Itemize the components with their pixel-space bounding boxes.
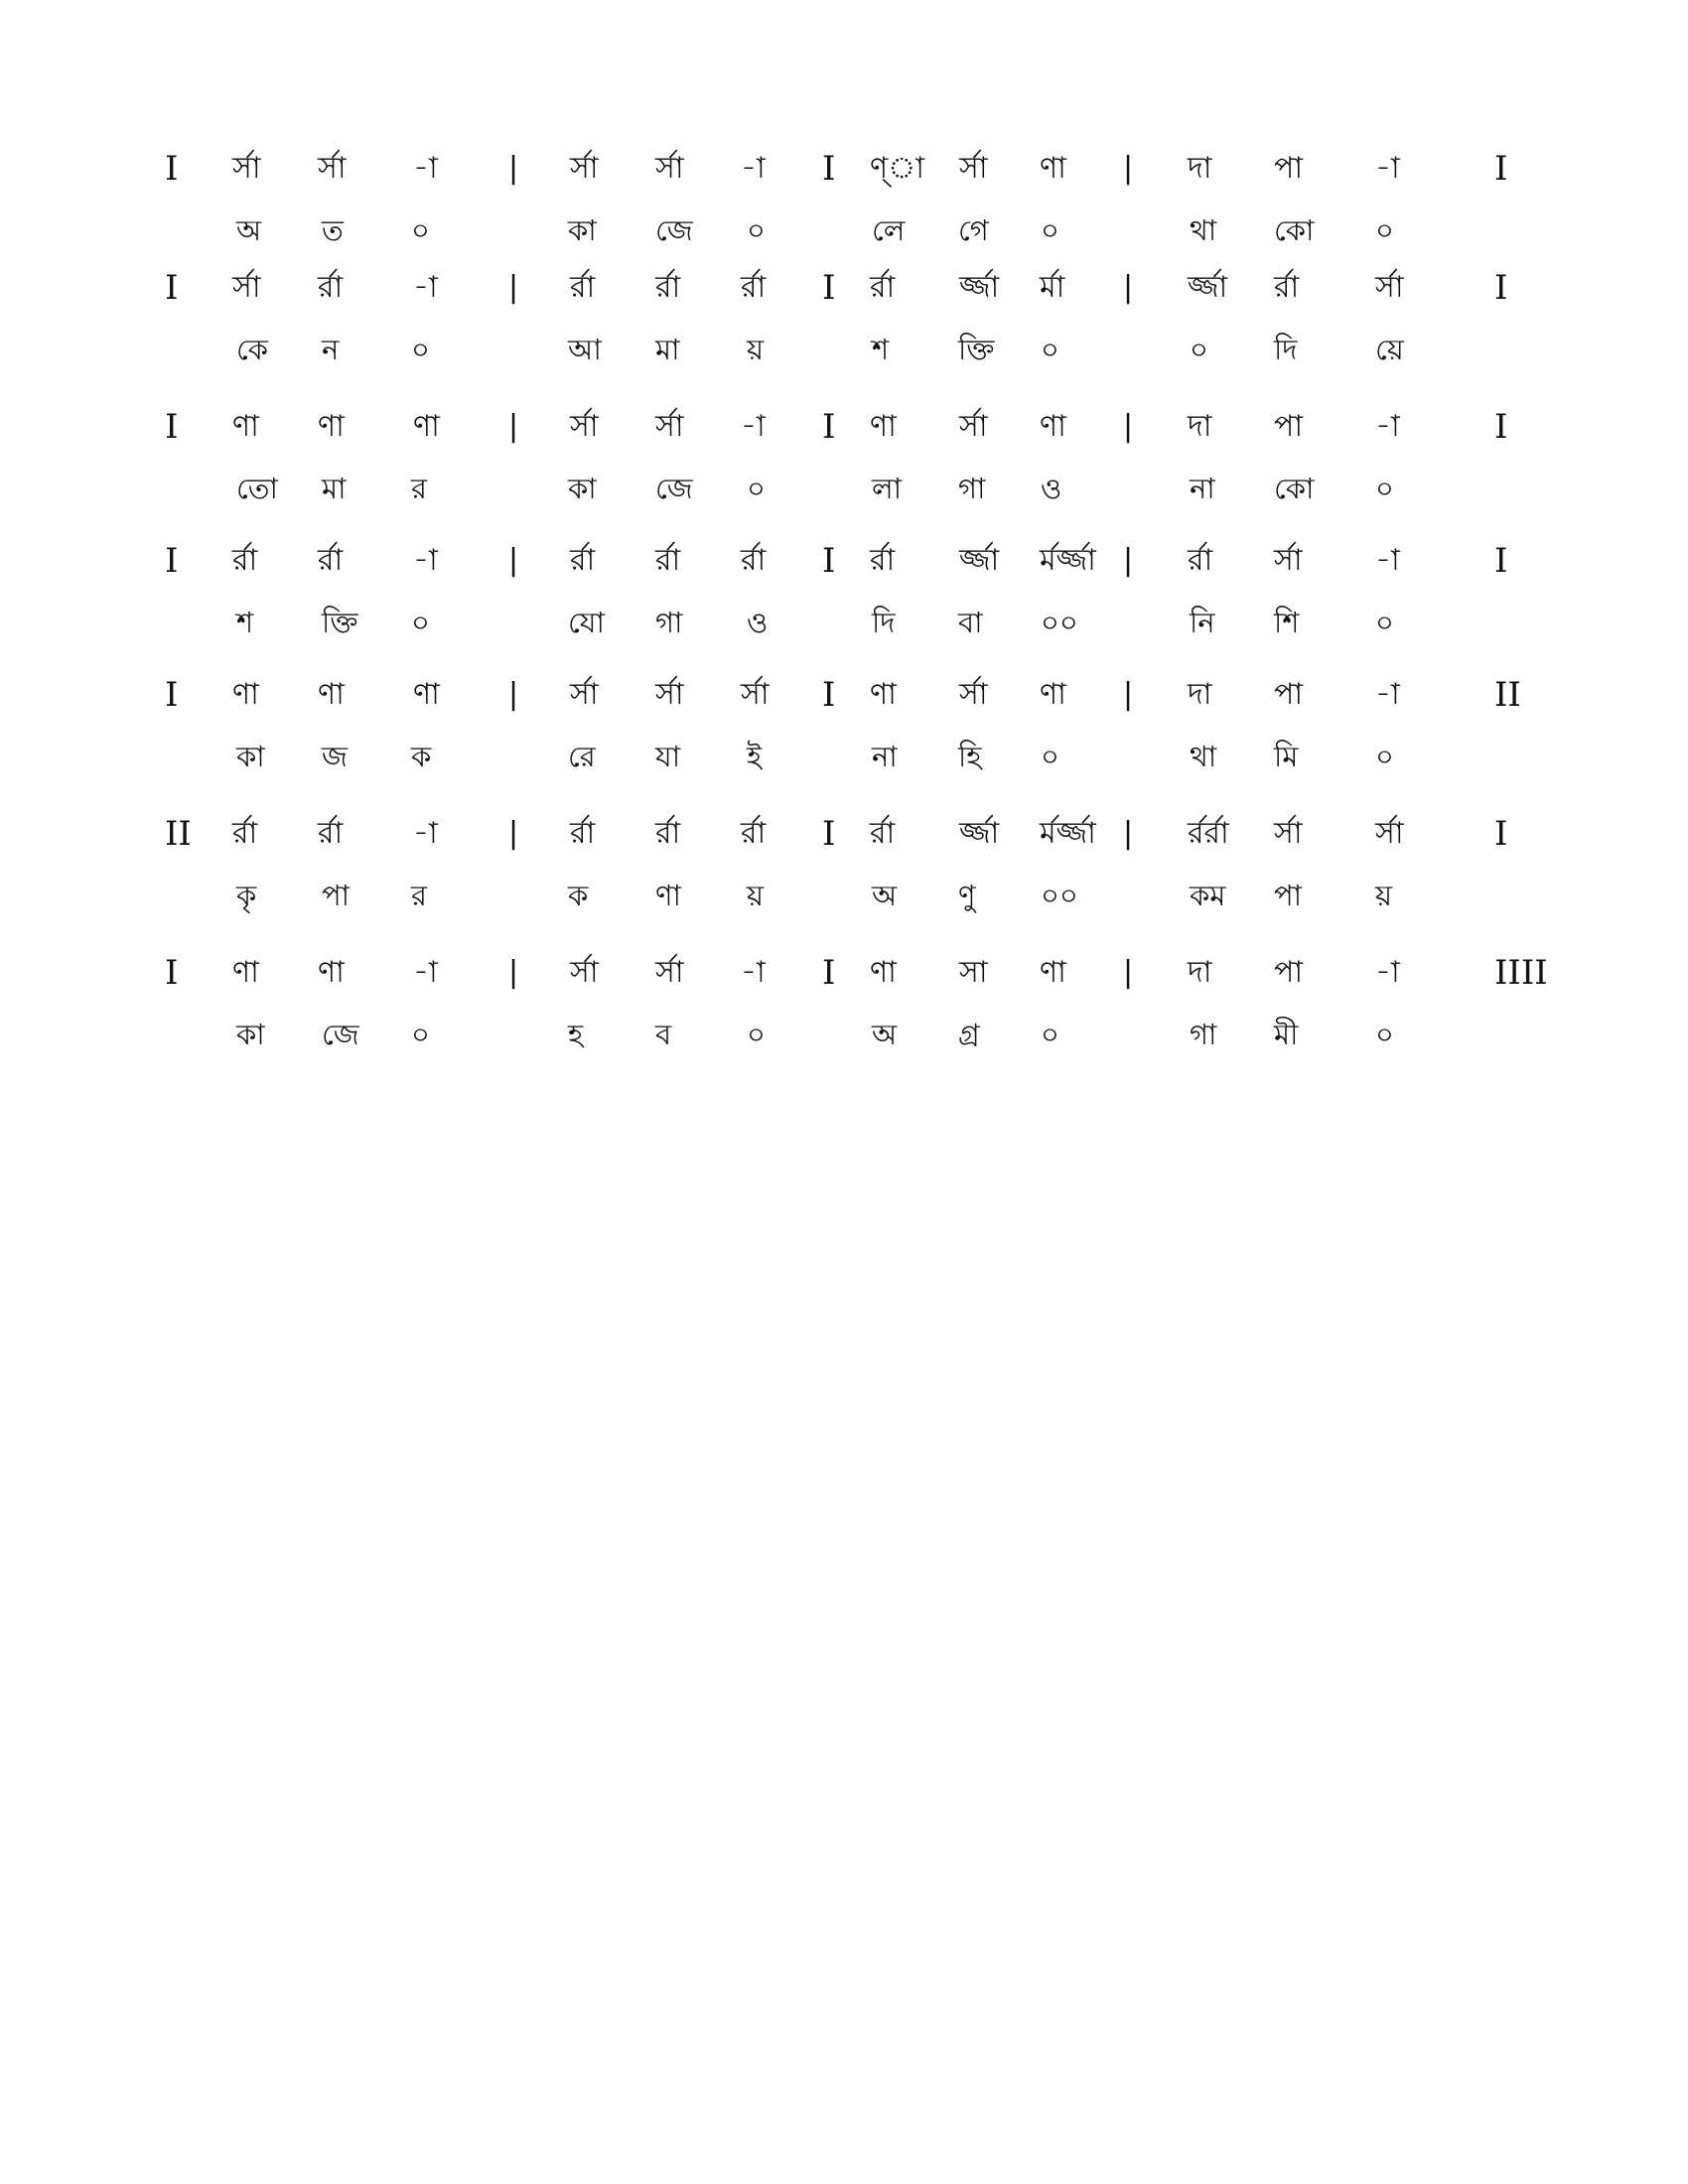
lyric-syllable: কা [236, 1018, 265, 1051]
lyric-syllable: ০ [411, 213, 430, 247]
beat-divider: | [508, 409, 519, 444]
beat-divider: | [1123, 543, 1134, 578]
notation-line-1 [0, 149, 1688, 189]
beat-divider: | [508, 955, 519, 990]
note: ণা [413, 409, 440, 444]
note: র্সা [1375, 270, 1404, 305]
note: ণা [1040, 677, 1066, 712]
lyric-line-2 [0, 330, 1688, 369]
note: র্সা [655, 409, 684, 444]
bar-line: II [1494, 675, 1521, 715]
note: -া [1375, 543, 1400, 578]
lyric-syllable: বা [958, 606, 983, 639]
lyric-line-7 [0, 1015, 1688, 1054]
lyric-syllable: ০০ [1041, 606, 1078, 639]
lyric-line-3 [0, 469, 1688, 508]
lyric-syllable: য়ে [1375, 333, 1404, 366]
notation-line-5 [0, 675, 1688, 715]
lyric-syllable: ব [655, 1018, 672, 1051]
lyric-syllable: র [411, 879, 427, 912]
bar-line: I [822, 149, 836, 189]
beat-divider: | [1123, 677, 1134, 712]
lyric-syllable: ০ [411, 333, 430, 366]
lyric-syllable: ক্তি [322, 606, 358, 639]
note: র্রা [655, 816, 681, 851]
lyric-syllable: থা [1190, 740, 1217, 773]
lyric-syllable: না [872, 740, 898, 773]
lyric-syllable: মি [1274, 740, 1299, 773]
bar-line: I [1494, 407, 1508, 447]
lyric-syllable: জে [322, 1018, 359, 1051]
lyric-syllable: তো [236, 472, 278, 505]
note: ণা [1040, 151, 1066, 186]
note: র্রা [1188, 543, 1213, 578]
beat-divider: | [1123, 151, 1134, 186]
note: র্মর্জ্জা [1040, 543, 1096, 578]
bar-line: I [822, 675, 836, 715]
note: র্রা [318, 270, 344, 305]
note: -া [741, 955, 766, 990]
lyric-syllable: লা [872, 472, 903, 505]
bar-line: I [1494, 541, 1508, 581]
lyric-syllable: ত [322, 213, 344, 247]
beat-divider: | [508, 270, 519, 305]
bar-line: I [165, 953, 179, 993]
beat-divider: | [1123, 816, 1134, 851]
lyric-syllable: ০ [1375, 472, 1394, 505]
bar-line: II [165, 814, 192, 854]
note: র্রা [741, 270, 767, 305]
note: ণা [1040, 955, 1066, 990]
lyric-syllable: শি [1274, 606, 1300, 639]
note: র্জ্জা [1188, 270, 1228, 305]
note: -া [413, 816, 438, 851]
note: র্সা [570, 677, 599, 712]
note: র্রা [232, 816, 258, 851]
lyric-syllable: জ [322, 740, 348, 773]
note: র্সা [655, 955, 684, 990]
lyric-syllable: জে [655, 213, 693, 247]
lyric-syllable: থা [1190, 213, 1217, 247]
lyric-syllable: মা [655, 333, 680, 366]
lyric-syllable: ০ [1375, 740, 1394, 773]
note: র্সা [655, 677, 684, 712]
note: র্রা [741, 543, 767, 578]
lyric-syllable: শ [872, 333, 890, 366]
beat-divider: | [1123, 270, 1134, 305]
lyric-syllable: ০ [1375, 1018, 1394, 1051]
note: ণা [318, 677, 345, 712]
lyric-syllable: ০ [1041, 1018, 1059, 1051]
note: র্জ্জা [959, 270, 1000, 305]
lyric-syllable: কৃ [236, 879, 257, 912]
lyric-syllable: ও [1041, 472, 1062, 505]
lyric-syllable: ক [568, 879, 589, 912]
note: পা [1274, 151, 1304, 186]
note: র্সা [570, 409, 599, 444]
note: ণা [413, 677, 440, 712]
lyric-syllable: ণু [958, 879, 976, 912]
note: -া [1375, 677, 1400, 712]
lyric-syllable: গা [958, 472, 986, 505]
lyric-syllable: জে [655, 472, 693, 505]
note: ণা [870, 955, 897, 990]
lyric-syllable: ০ [1375, 606, 1394, 639]
note: র্রা [870, 270, 896, 305]
bar-line: I [1494, 814, 1508, 854]
lyric-syllable: কো [1274, 472, 1315, 505]
lyric-syllable: দি [1274, 333, 1298, 366]
notation-line-4 [0, 541, 1688, 581]
bar-line: I [1494, 268, 1508, 308]
lyric-syllable: কা [568, 472, 597, 505]
lyric-syllable: ০০ [1041, 879, 1078, 912]
lyric-line-5 [0, 737, 1688, 776]
notation-line-3 [0, 407, 1688, 447]
beat-divider: | [508, 816, 519, 851]
lyric-syllable: ০ [1190, 333, 1208, 366]
note: র্রা [870, 816, 896, 851]
note: র্সা [741, 677, 770, 712]
note: র্জ্জা [959, 816, 1000, 851]
bar-line: I [165, 407, 179, 447]
note: র্রা [870, 543, 896, 578]
beat-divider: | [1123, 409, 1134, 444]
note: দা [1188, 409, 1212, 444]
note: -া [413, 543, 438, 578]
beat-divider: | [1123, 955, 1134, 990]
note: -া [413, 270, 438, 305]
note: ণা [318, 955, 345, 990]
lyric-syllable: যো [568, 606, 605, 639]
note: ণ্া [870, 151, 924, 186]
note: র্রা [655, 270, 681, 305]
lyric-syllable: মী [1274, 1018, 1299, 1051]
note: র্রা [318, 543, 344, 578]
note: ণা [318, 409, 345, 444]
lyric-line-4 [0, 603, 1688, 642]
beat-divider: | [508, 151, 519, 186]
note: র্সা [1375, 816, 1404, 851]
note: ণা [870, 677, 897, 712]
lyric-syllable: ক্তি [958, 333, 995, 366]
lyric-syllable: ০ [1041, 740, 1059, 773]
note: র্রা [1274, 270, 1300, 305]
note: দা [1188, 955, 1212, 990]
lyric-syllable: ক [411, 740, 432, 773]
bar-line: I [822, 814, 836, 854]
note: পা [1274, 677, 1304, 712]
note: র্মা [1040, 270, 1065, 305]
note: -া [741, 409, 766, 444]
note: ণা [870, 409, 897, 444]
note: -া [1375, 151, 1400, 186]
lyric-syllable: ০ [747, 213, 766, 247]
lyric-syllable: ০ [1041, 333, 1059, 366]
lyric-syllable: রে [568, 740, 596, 773]
beat-divider: | [508, 677, 519, 712]
note: র্রা [318, 816, 344, 851]
note: পা [1274, 955, 1304, 990]
note: র্রা [655, 543, 681, 578]
lyric-syllable: ন [322, 333, 340, 366]
note: র্সা [232, 151, 261, 186]
bar-line: I [165, 268, 179, 308]
lyric-syllable: ০ [747, 1018, 766, 1051]
lyric-syllable: অ [236, 213, 262, 247]
lyric-syllable: ও [747, 606, 769, 639]
note: সা [959, 955, 988, 990]
lyric-syllable: য় [747, 333, 765, 366]
bar-line: I [822, 268, 836, 308]
note: র্মর্জ্জা [1040, 816, 1096, 851]
lyric-syllable: কে [236, 333, 269, 366]
note: র্রা [232, 543, 258, 578]
note: র্সা [570, 151, 599, 186]
note: -া [1375, 955, 1400, 990]
note: র্সা [232, 270, 261, 305]
note: -া [741, 151, 766, 186]
bar-line: I [165, 149, 179, 189]
lyric-syllable: য় [1375, 879, 1393, 912]
lyric-line-6 [0, 876, 1688, 915]
note: ণা [232, 677, 259, 712]
lyric-syllable: দি [872, 606, 896, 639]
lyric-syllable: ০ [411, 1018, 430, 1051]
note: র্রা [570, 816, 596, 851]
lyric-syllable: অ [872, 1018, 898, 1051]
lyric-syllable: র [411, 472, 427, 505]
lyric-syllable: আ [568, 333, 602, 366]
lyric-syllable: কম [1190, 879, 1226, 912]
bar-line: IIII [1494, 953, 1548, 993]
notation-line-2 [0, 268, 1688, 308]
note: ণা [232, 409, 259, 444]
note: ণা [1040, 409, 1066, 444]
note: র্সা [318, 151, 347, 186]
note: র্রা [741, 816, 767, 851]
note: দা [1188, 151, 1212, 186]
lyric-syllable: গা [655, 606, 683, 639]
note: র্সা [1274, 816, 1303, 851]
lyric-syllable: যা [655, 740, 681, 773]
note: ণা [232, 955, 259, 990]
lyric-syllable: মা [322, 472, 347, 505]
lyric-syllable: গে [958, 213, 989, 247]
note: র্সা [1274, 543, 1303, 578]
lyric-syllable: শ [236, 606, 254, 639]
lyric-syllable: লে [872, 213, 906, 247]
lyric-syllable: ০ [747, 472, 766, 505]
note: পা [1274, 409, 1304, 444]
bar-line: I [165, 675, 179, 715]
lyric-syllable: য় [747, 879, 765, 912]
bar-line: I [165, 541, 179, 581]
lyric-syllable: কা [236, 740, 265, 773]
note: -া [1375, 409, 1400, 444]
lyric-line-1 [0, 210, 1688, 250]
note: র্সা [655, 151, 684, 186]
note: র্সা [959, 677, 988, 712]
lyric-syllable: হি [958, 740, 982, 773]
notation-line-6 [0, 814, 1688, 854]
lyric-syllable: হ [568, 1018, 584, 1051]
note: -া [413, 151, 438, 186]
bar-line: I [1494, 149, 1508, 189]
lyric-syllable: পা [1274, 879, 1303, 912]
bar-line: I [822, 407, 836, 447]
note: র্জ্জা [959, 543, 1000, 578]
notation-line-7 [0, 953, 1688, 993]
lyric-syllable: পা [322, 879, 351, 912]
note: র্রা [570, 270, 596, 305]
note: দা [1188, 677, 1212, 712]
note: র্সা [959, 151, 988, 186]
lyric-syllable: কা [568, 213, 597, 247]
note: র্সা [570, 955, 599, 990]
lyric-syllable: না [1190, 472, 1215, 505]
lyric-syllable: ই [747, 740, 763, 773]
lyric-syllable: গা [1190, 1018, 1217, 1051]
note: র্সা [959, 409, 988, 444]
lyric-syllable: ০ [1041, 213, 1059, 247]
lyric-syllable: নি [1190, 606, 1215, 639]
note: -া [413, 955, 438, 990]
lyric-syllable: অ [872, 879, 898, 912]
note: র্রর্রা [1188, 816, 1229, 851]
bar-line: I [822, 541, 836, 581]
lyric-syllable: ণা [655, 879, 681, 912]
lyric-syllable: কো [1274, 213, 1315, 247]
lyric-syllable: ০ [1375, 213, 1394, 247]
lyric-syllable: গ্র [958, 1018, 980, 1051]
note: র্রা [570, 543, 596, 578]
beat-divider: | [508, 543, 519, 578]
lyric-syllable: ০ [411, 606, 430, 639]
bar-line: I [822, 953, 836, 993]
